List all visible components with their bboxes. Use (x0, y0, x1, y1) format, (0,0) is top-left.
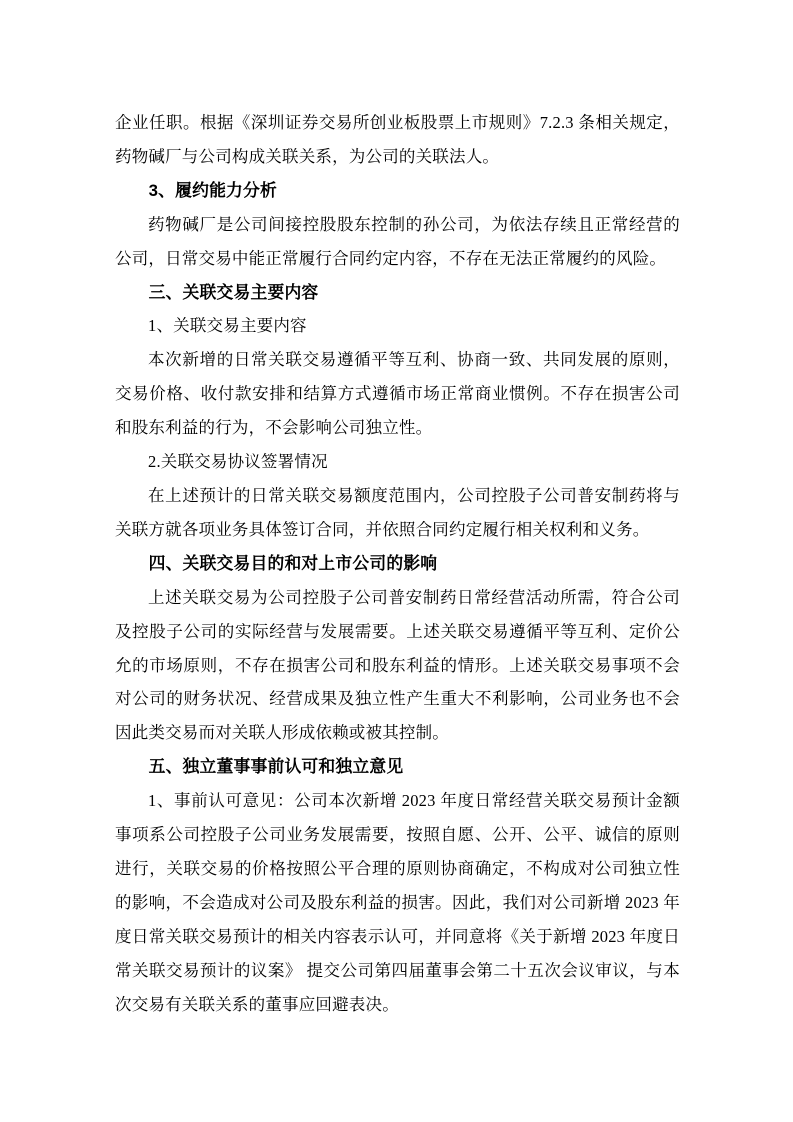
document-content (115, 106, 680, 1021)
paragraph: 2.关联交易协议签署情况 (148, 452, 328, 472)
paragraph: 1、事前认可意见：公司本次新增 2023 年度日常经营关联交易预计金额事项系公司控股子公司业务发展需要，按照自愿、公开、公平、诚信的原则进行，关联交易的价格按照公平合理的原则协商确定，不构成对公司独立性的影响，不会造成对公司及股东利益的损害。因此，我们对公司新增 2023 年度日常关联交易预计的相关内容表示认可，并同意将《关于新增 2023 年度日常关联交易预计的议案》 提交公司第四届董事会第二十五次会议审议，与本次交易有关联关系的董事应回避表决。 (115, 791, 680, 1014)
section-heading-independent-directors: 五、独立董事事前认可和独立意见 (148, 757, 404, 777)
section-heading-main-content: 三、关联交易主要内容 (148, 282, 319, 302)
paragraph: 药物碱厂是公司间接控股股东控制的孙公司，为依法存续且正常经营的公司，日常交易中能正常履行合同约定内容，不存在无法正常履约的风险。 (115, 214, 680, 268)
section-heading-purpose-impact: 四、关联交易目的和对上市公司的影响 (148, 553, 438, 573)
paragraph: 1、关联交易主要内容 (148, 316, 307, 336)
paragraph: 本次新增的日常关联交易遵循平等互利、协商一致、共同发展的原则，交易价格、收付款安排和结算方式遵循市场正常商业惯例。不存在损害公司和股东利益的行为，不会影响公司独立性。 (115, 350, 680, 438)
paragraph-continuation: 企业任职。根据《深圳证券交易所创业板股票上市规则》7.2.3 条相关规定，药物碱厂与公司构成关联关系，为公司的关联法人。 (115, 113, 680, 166)
section-heading-performance-analysis: 3、履约能力分析 (148, 180, 277, 200)
paragraph: 在上述预计的日常关联交易额度范围内，公司控股子公司普安制药将与关联方就各项业务具体签订合同，并依照合同约定履行相关权利和义务。 (115, 485, 680, 539)
paragraph: 上述关联交易为公司控股子公司普安制药日常经营活动所需，符合公司及控股子公司的实际经营与发展需要。上述关联交易遵循平等互利、定价公允的市场原则，不存在损害公司和股东利益的情形。上述关联交易事项不会对公司的财务状况、经营成果及独立性产生重大不利影响，公司业务也不会因此类交易而对关联人形成依赖或被其控制。 (115, 587, 680, 743)
